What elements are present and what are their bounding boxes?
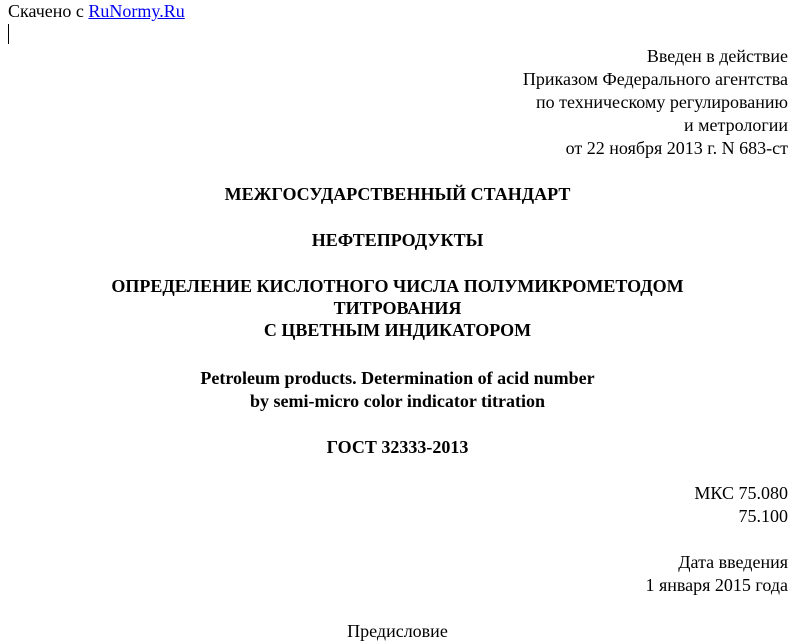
source-link[interactable]: RuNormy.Ru <box>88 1 185 21</box>
title-ru-line-2: ТИТРОВАНИЯ <box>333 298 462 318</box>
section-heading-preface: Предисловие <box>347 621 448 641</box>
enactment-line-3: по техническому регулированию <box>535 92 788 112</box>
enactment-line-4: и метрологии <box>684 115 788 135</box>
intro-date-value: 1 января 2015 года <box>645 575 788 595</box>
classification-line-1: МКС 75.080 <box>694 483 788 503</box>
standard-type: МЕЖГОСУДАРСТВЕННЫЙ СТАНДАРТ <box>224 184 571 204</box>
title-ru-line-3: С ЦВЕТНЫМ ИНДИКАТОРОМ <box>263 320 532 340</box>
download-note <box>8 0 185 23</box>
title-ru-line-1: ОПРЕДЕЛЕНИЕ КИСЛОТНОГО ЧИСЛА ПОЛУМИКРОМЕТОДОМ <box>111 276 684 296</box>
standard-subject: НЕФТЕПРОДУКТЫ <box>311 230 484 250</box>
intro-date-label: Дата введения <box>678 552 788 572</box>
enactment-line-1: Введен в действие <box>646 46 788 66</box>
title-en-line-2: by semi-micro color indicator titration <box>250 391 545 411</box>
enactment-line-5: от 22 ноября 2013 г. N 683-ст <box>565 138 788 158</box>
enactment-line-2: Приказом Федерального агентства <box>522 69 788 89</box>
standard-code: ГОСТ 32333-2013 <box>326 437 469 457</box>
download-note-prefix: Скачено с <box>8 1 89 21</box>
title-en-line-1: Petroleum products. Determination of acid number <box>200 368 595 388</box>
classification-line-2: 75.100 <box>738 506 788 526</box>
text-cursor <box>8 24 9 44</box>
